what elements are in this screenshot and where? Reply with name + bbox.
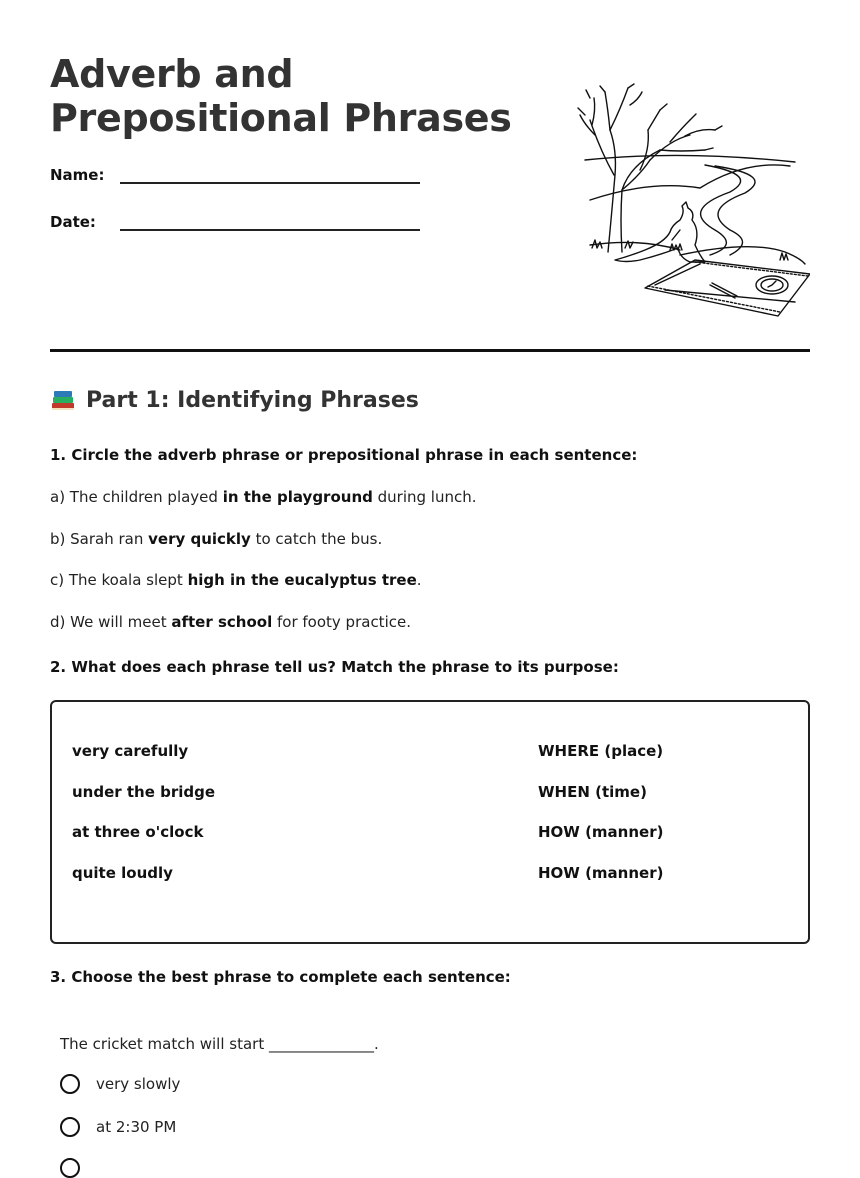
name-line[interactable] — [120, 182, 420, 184]
date-line[interactable] — [120, 229, 420, 231]
option-very-slowly[interactable] — [60, 1074, 180, 1094]
match-phrase-3[interactable]: at three o'clock — [72, 823, 204, 841]
worksheet-title — [50, 52, 512, 140]
option-at-230pm[interactable] — [60, 1117, 176, 1137]
sentence-a: a) The children played in the playground during lunch. — [50, 488, 477, 506]
matching-box — [50, 700, 810, 944]
books-icon — [50, 389, 76, 413]
sentence-c: c) The koala slept high in the eucalyptus tree. — [50, 571, 422, 589]
match-purpose-3[interactable]: HOW (manner) — [538, 823, 664, 841]
phrase-d[interactable]: after school — [171, 613, 273, 631]
match-purpose-4[interactable]: HOW (manner) — [538, 864, 664, 882]
option-partial[interactable] — [60, 1158, 96, 1178]
kangaroo-picnic-illustration — [530, 80, 810, 325]
part1-title — [50, 388, 419, 413]
match-phrase-4[interactable]: quite loudly — [72, 864, 173, 882]
radio-button[interactable] — [60, 1074, 80, 1094]
sentence-b: b) Sarah ran very quickly to catch the bus. — [50, 530, 383, 548]
name-label: Name: — [50, 166, 105, 184]
option-label: at 2:30 PM — [96, 1118, 177, 1136]
radio-button[interactable] — [60, 1158, 80, 1178]
date-label: Date: — [50, 213, 96, 231]
title-line-2: Prepositional Phrases — [50, 96, 512, 140]
match-phrase-2[interactable]: under the bridge — [72, 783, 216, 801]
radio-button[interactable] — [60, 1117, 80, 1137]
question-3-prompt: 3. Choose the best phrase to complete each sentence: — [50, 968, 511, 986]
question-3-sentence: The cricket match will start ______________. — [60, 1035, 379, 1053]
header-divider — [50, 349, 810, 352]
phrase-c[interactable]: high in the eucalyptus tree — [187, 571, 417, 589]
match-phrase-1[interactable]: very carefully — [72, 742, 189, 760]
phrase-a[interactable]: in the playground — [222, 488, 373, 506]
name-field — [50, 166, 104, 184]
match-purpose-2[interactable]: WHEN (time) — [538, 783, 647, 801]
option-label: very slowly — [96, 1075, 181, 1093]
question-1-prompt: 1. Circle the adverb phrase or prepositional phrase in each sentence: — [50, 446, 638, 464]
sentence-d: d) We will meet after school for footy practice. — [50, 613, 411, 631]
match-purpose-1[interactable]: WHERE (place) — [538, 742, 664, 760]
part1-title-text: Part 1: Identifying Phrases — [86, 388, 419, 413]
question-2-prompt: 2. What does each phrase tell us? Match the phrase to its purpose: — [50, 658, 619, 676]
title-line-1: Adverb and — [50, 52, 294, 96]
date-field — [50, 213, 96, 231]
phrase-b[interactable]: very quickly — [148, 530, 251, 548]
